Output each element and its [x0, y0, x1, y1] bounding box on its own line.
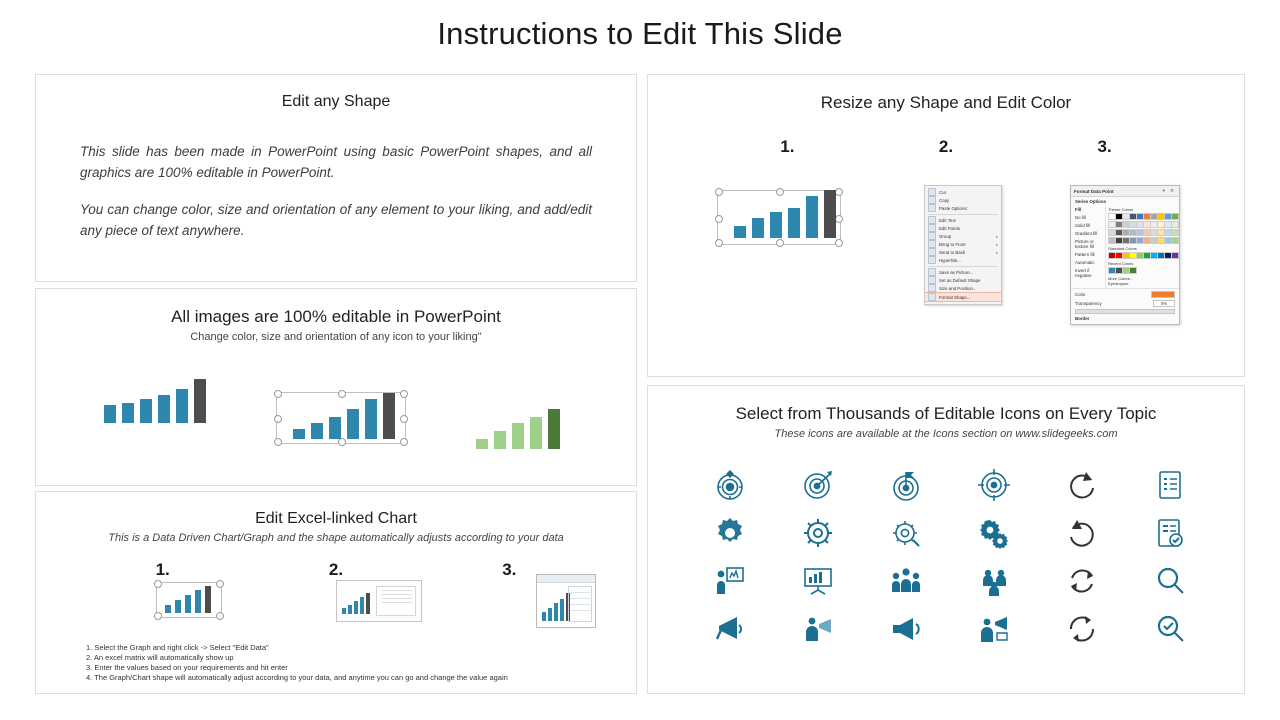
instruction-line: 1. Select the Graph and right click -> Select "Edit Data": [86, 643, 269, 652]
bar: [122, 403, 134, 423]
group-icon: [928, 232, 936, 240]
person-megaphone-icon[interactable]: [801, 612, 835, 646]
menu-divider: [928, 266, 998, 267]
step-number-3: 3.: [1097, 137, 1112, 156]
context-menu-item-cut[interactable]: Cut: [925, 188, 1001, 196]
bar: [512, 423, 524, 449]
resize-handle[interactable]: [216, 612, 224, 620]
bar: [494, 431, 506, 449]
loudspeaker-icon[interactable]: [889, 612, 923, 646]
cut-icon: [928, 188, 936, 196]
bar: [185, 595, 191, 613]
chevron-right-icon: ▸: [995, 241, 998, 247]
bar: [194, 379, 206, 423]
bar: [205, 586, 211, 613]
crosshair-scope-icon[interactable]: [977, 468, 1011, 502]
bar-group: [165, 586, 211, 613]
panel-subtitle-excel: This is a Data Driven Chart/Graph and the shape automatically adjusts according to your data: [108, 532, 564, 544]
pane-window-controls[interactable]: ▾ ✕: [1162, 188, 1176, 193]
bar: [365, 399, 377, 439]
excel-instructions: [86, 643, 508, 683]
recent-color-swatches[interactable]: [1108, 267, 1177, 274]
theme-colors-label: Theme Colors: [1108, 207, 1134, 212]
step-number-1: 1.: [155, 560, 170, 579]
circular-arrows-icon[interactable]: [1065, 612, 1099, 646]
rotate-arrow-icon[interactable]: [1065, 516, 1099, 550]
icon-grid: [686, 468, 1214, 646]
transparency-value[interactable]: 0%: [1153, 300, 1175, 307]
series-options-label[interactable]: Series Options: [1075, 198, 1106, 204]
resize-step1-chart[interactable]: [717, 190, 841, 245]
bar: [342, 608, 346, 614]
resize-handle[interactable]: [400, 390, 408, 398]
format-data-point-pane[interactable]: [1070, 185, 1180, 325]
magnifier-icon[interactable]: [1153, 564, 1187, 598]
color-swatch-current[interactable]: [1151, 291, 1175, 298]
step-number-1: 1.: [780, 137, 795, 156]
bar-group: [476, 409, 560, 449]
format-shape-icon: [928, 293, 936, 301]
bar-group: [293, 393, 395, 439]
resize-handle[interactable]: [274, 415, 282, 423]
context-menu[interactable]: [924, 185, 1002, 305]
send-back-icon: [928, 248, 936, 256]
panel-resize-edit-color: [647, 74, 1245, 377]
person-presentation-icon[interactable]: [713, 564, 747, 598]
default-shape-icon: [928, 276, 936, 284]
context-menu-item-format-shape[interactable]: Format Shape...: [925, 292, 1001, 302]
paste-icon: [928, 204, 936, 212]
bar: [347, 409, 359, 439]
edit-shape-paragraph-1: This slide has been made in PowerPoint using basic PowerPoint shapes, and all graphics are 100% editable in PowerPoint.: [80, 144, 592, 180]
bar: [770, 212, 782, 238]
fill-option-invert-if-negative[interactable]: Invert if negative: [1075, 267, 1092, 278]
panel-title-resize: Resize any Shape and Edit Color: [820, 93, 1072, 112]
bar: [348, 605, 352, 614]
chart-images-green: [476, 409, 560, 449]
bar-group: [734, 190, 836, 238]
panel-title-icons: Select from Thousands of Editable Icons on Every Topic: [735, 404, 1157, 423]
megaphone-icon[interactable]: [713, 612, 747, 646]
context-menu-item-group[interactable]: Group ▸: [925, 232, 1001, 240]
context-menu-item-edit-text[interactable]: Edit Text: [925, 216, 1001, 224]
resize-handle[interactable]: [715, 215, 723, 223]
resize-handle[interactable]: [154, 580, 162, 588]
fill-option-no-fill[interactable]: No fill: [1075, 214, 1086, 220]
bar: [530, 417, 542, 449]
bar: [140, 399, 152, 423]
resize-handle[interactable]: [835, 239, 843, 247]
panel-subtitle-icons: These icons are available at the Icons section on www.slidegeeks.com: [774, 428, 1118, 440]
bar: [366, 593, 370, 614]
context-menu-item-save-as-picture[interactable]: Save as Picture...: [925, 268, 1001, 276]
step-number-2: 2.: [938, 137, 954, 156]
bar: [542, 612, 546, 621]
fill-option-solid-fill[interactable]: Solid fill: [1075, 222, 1091, 228]
chart-images-blue: [104, 379, 206, 423]
resize-handle[interactable]: [715, 188, 723, 196]
excel-step1-chart[interactable]: [156, 582, 222, 618]
hyperlink-icon: [928, 256, 936, 264]
gear-tools-icon[interactable]: [889, 516, 923, 550]
step-number-2: 2.: [328, 560, 344, 579]
copy-icon: [928, 196, 936, 204]
context-menu-item-paste-options[interactable]: Paste Options:: [925, 204, 1001, 212]
context-menu-item-copy[interactable]: Copy: [925, 196, 1001, 204]
resize-handle[interactable]: [274, 390, 282, 398]
bar: [293, 429, 305, 439]
presentation-board-icon[interactable]: [801, 564, 835, 598]
instruction-line: 2. An excel matrix will automatically show up: [86, 653, 234, 662]
search-check-icon[interactable]: [1153, 612, 1187, 646]
bar-group: [342, 593, 370, 614]
bar: [806, 196, 818, 238]
chevron-right-icon: ▸: [995, 233, 998, 239]
bar: [311, 423, 323, 439]
excel-step2-sheet: [336, 580, 420, 620]
panel-subtitle-images: Change color, size and orientation of any icon to your liking": [190, 331, 482, 343]
checklist-document-icon[interactable]: [1153, 516, 1187, 550]
group-people-icon[interactable]: [889, 564, 923, 598]
step-number-3: 3.: [502, 560, 517, 579]
chart-images-selected[interactable]: [276, 392, 406, 444]
resize-handle[interactable]: [274, 438, 282, 446]
target-crosshair-icon[interactable]: [713, 468, 747, 502]
panel-editable-icons: [647, 385, 1245, 694]
border-section-label[interactable]: Border: [1075, 315, 1090, 321]
bar: [195, 590, 201, 613]
bar: [360, 597, 364, 614]
instruction-line: 3. Enter the values based on your requirements and hit enter: [86, 663, 288, 672]
resize-handle[interactable]: [338, 438, 346, 446]
bar: [554, 603, 558, 621]
eyedropper-button[interactable]: Eyedropper: [1108, 281, 1129, 286]
transparency-label: Transparency: [1075, 301, 1102, 306]
color-label: Color: [1075, 292, 1086, 297]
bar: [176, 389, 188, 423]
panel-title-images: All images are 100% editable in PowerPoint: [171, 307, 501, 326]
edit-text-icon: [928, 216, 936, 224]
context-menu-item-hyperlink[interactable]: Hyperlink...: [925, 256, 1001, 264]
bar: [824, 190, 836, 238]
format-pane-header: [1071, 186, 1179, 197]
bar: [383, 393, 395, 439]
context-menu-item-send-to-back[interactable]: Send to Back ▸: [925, 248, 1001, 256]
gear-icon[interactable]: [713, 516, 747, 550]
bar: [548, 409, 560, 449]
gear-settings-icon[interactable]: [801, 516, 835, 550]
fill-option-picture-fill[interactable]: Picture or texture fill: [1075, 238, 1094, 249]
context-menu-item-set-default-shape[interactable]: Set as Default Shape: [925, 276, 1001, 284]
recent-colors-label: Recent Colors: [1108, 261, 1134, 266]
bar: [165, 605, 171, 613]
panel-edit-any-shape: [35, 74, 637, 282]
bar: [476, 439, 488, 449]
resize-handle[interactable]: [400, 438, 408, 446]
gears-pair-icon[interactable]: [977, 516, 1011, 550]
announce-person-icon[interactable]: [977, 612, 1011, 646]
bar: [354, 601, 358, 614]
bar: [548, 608, 552, 621]
context-menu-item-edit-points[interactable]: Edit Points: [925, 224, 1001, 232]
bar-group: [104, 379, 206, 423]
edit-shape-paragraph-2: You can change color, size and orientation of any element to your liking, and add/edit any piece of text anywhere.: [80, 202, 592, 238]
menu-divider: [928, 214, 998, 215]
document-list-icon[interactable]: [1153, 468, 1187, 502]
panel-excel-linked-chart: [35, 491, 637, 694]
fill-option-automatic[interactable]: Automatic: [1075, 259, 1095, 265]
bring-front-icon: [928, 240, 936, 248]
resize-handle[interactable]: [216, 580, 224, 588]
standard-color-swatches[interactable]: [1108, 252, 1177, 259]
bar: [560, 599, 564, 621]
chevron-right-icon: ▸: [995, 249, 998, 255]
format-pane-title: Format Data Point: [1074, 188, 1114, 194]
standard-colors-label: Standard Colors: [1108, 246, 1137, 251]
context-menu-item-size-and-position[interactable]: Size and Position...: [925, 284, 1001, 292]
size-position-icon: [928, 284, 936, 292]
panel-title-excel: Edit Excel-linked Chart: [255, 510, 417, 527]
more-colors-button[interactable]: More Colors...: [1108, 276, 1134, 281]
bar: [158, 395, 170, 423]
sync-arrows-icon[interactable]: [1065, 564, 1099, 598]
bar: [104, 405, 116, 423]
save-picture-icon: [928, 268, 936, 276]
refresh-arrow-icon[interactable]: [1065, 468, 1099, 502]
bar: [752, 218, 764, 238]
bar: [788, 208, 800, 238]
target-flag-icon[interactable]: [889, 468, 923, 502]
panel-title-edit-shape: Edit any Shape: [281, 93, 391, 110]
context-menu-item-bring-to-front[interactable]: Bring to Front ▸: [925, 240, 1001, 248]
bar: [734, 226, 746, 238]
resize-handle[interactable]: [154, 612, 162, 620]
resize-handle[interactable]: [835, 188, 843, 196]
resize-handle[interactable]: [776, 239, 784, 247]
instruction-line: 4. The Graph/Chart shape will automatically adjust according to your data, and anytime you can go and change the value again: [86, 673, 508, 682]
bar-group: [542, 593, 570, 621]
bar: [175, 600, 181, 613]
resize-handle[interactable]: [400, 415, 408, 423]
page-title: Instructions to Edit This Slide: [437, 16, 843, 51]
fill-option-gradient-fill[interactable]: Gradient fill: [1075, 230, 1098, 236]
team-users-icon[interactable]: [977, 564, 1011, 598]
resize-handle[interactable]: [835, 215, 843, 223]
bar: [329, 417, 341, 439]
edit-points-icon: [928, 224, 936, 232]
theme-color-swatches[interactable]: [1108, 213, 1177, 244]
dart-target-icon[interactable]: [801, 468, 835, 502]
fill-label[interactable]: Fill: [1075, 206, 1082, 212]
panel-images-editable: [35, 288, 637, 486]
excel-step3-window: [536, 574, 596, 628]
fill-option-pattern-fill[interactable]: Pattern fill: [1075, 251, 1095, 257]
resize-handle[interactable]: [715, 239, 723, 247]
resize-steps: [648, 137, 1244, 157]
